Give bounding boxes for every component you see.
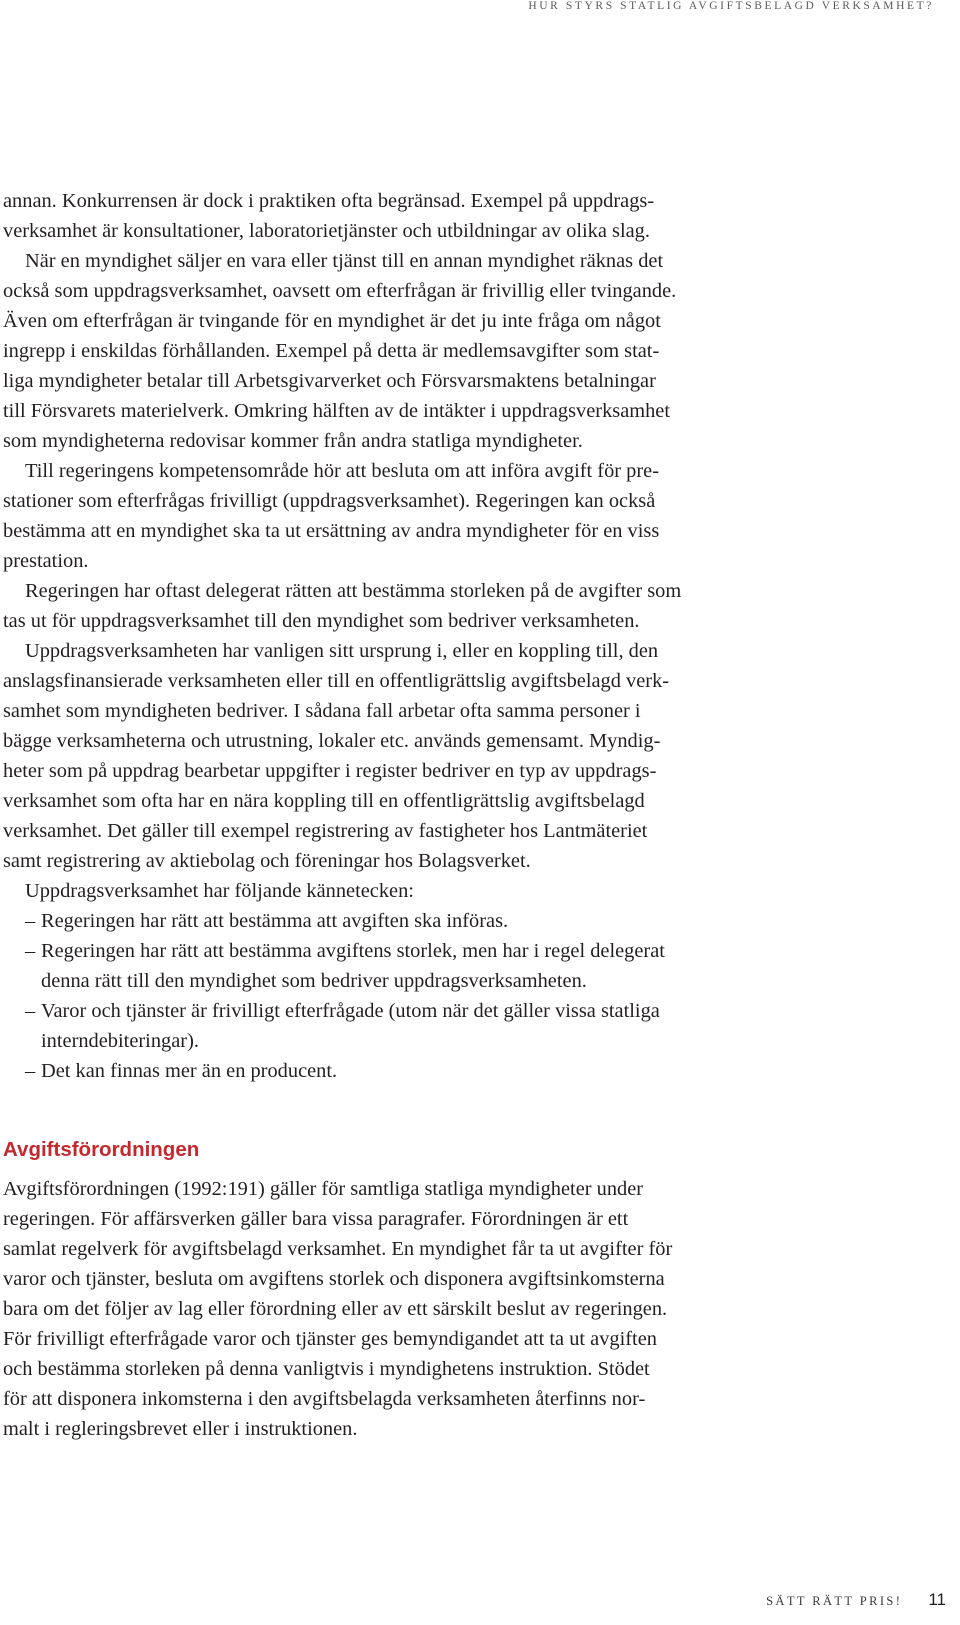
paragraph [3,576,765,636]
text-line: Regeringen har oftast delegerat rätten att bestämma storleken på de avgifter som [25,580,682,602]
text-line: och bestämma storleken på denna vanligtvis i myndighetens instruktion. Stödet [3,1358,650,1380]
section-heading: Avgiftsförordningen [3,1138,200,1161]
text-line: Uppdragsverksamheten har vanligen sitt ursprung i, eller en koppling till, den [25,640,659,662]
text-line: till Försvarets materielverk. Omkring hälften av de intäkter i uppdragsverksamhet [3,400,671,422]
text-line: Avgiftsförordningen (1992:191) gäller för samtliga statliga myndigheter under [3,1178,644,1200]
list-item [3,1056,765,1086]
text-line: för att disponera inkomsterna i den avgiftsbelagda verksamheten återfinns nor- [3,1388,646,1410]
text-line: tas ut för uppdragsverksamhet till den myndighet som bedriver verksamheten. [3,610,640,632]
text-line: Även om efterfrågan är tvingande för en myndighet är det ju inte fråga om något [3,310,661,332]
text-line: bägge verksamheterna och utrustning, lokaler etc. används gemensamt. Myndig- [3,730,661,752]
text-line: ingrepp i enskildas förhållanden. Exempel på detta är medlemsavgifter som stat- [3,340,660,362]
text-line: som myndigheterna redovisar kommer från andra statliga myndigheter. [3,430,583,452]
text-line: Till regeringens kompetensområde hör att besluta om att införa avgift för pre- [25,460,660,482]
text-line: stationer som efterfrågas frivilligt (uppdragsverksamhet). Regeringen kan också [3,490,656,512]
text-line: också som uppdragsverksamhet, oavsett om efterfrågan är frivillig eller tvingande. [3,280,677,302]
list-item-continuation: denna rätt till den myndighet som bedriver uppdragsverksamheten. [41,970,587,992]
dash-bullet: – [25,940,36,962]
list-item [3,936,765,996]
page-footer [766,1590,946,1610]
text-line: anslagsfinansierade verksamheten eller till en offentligrättslig avgiftsbelagd verk- [3,670,670,692]
text-line: verksamhet som ofta har en nära koppling till en offentligrättslig avgiftsbelagd [3,790,645,812]
list-item-continuation: interndebiteringar). [41,1030,199,1052]
list-item [3,906,765,936]
text-line: samt registrering av aktiebolag och föreningar hos Bolagsverket. [3,850,531,872]
list-item-text: Varor och tjänster är frivilligt efterfrågade (utom när det gäller vissa statliga [41,1000,660,1022]
text-line: verksamhet. Det gäller till exempel registrering av fastigheter hos Lantmäteriet [3,820,648,842]
text-line: malt i regleringsbrevet eller i instruktionen. [3,1418,358,1440]
body-text-section-2 [3,1174,765,1444]
text-line: varor och tjänster, besluta om avgiftens storlek och disponera avgiftsinkomsterna [3,1268,665,1290]
text-line: bestämma att en myndighet ska ta ut ersättning av andra myndigheter för en viss [3,520,660,542]
text-line: För frivilligt efterfrågade varor och tjänster ges bemyndigandet att ta ut avgiften [3,1328,657,1350]
list-item-text: Det kan finnas mer än en producent. [41,1060,338,1082]
text-line: bara om det följer av lag eller förordning eller av ett särskilt beslut av regeringen. [3,1298,668,1320]
text-line: samlat regelverk för avgiftsbelagd verksamhet. En myndighet får ta ut avgifter för [3,1238,673,1260]
text-line: samhet som myndigheten bedriver. I sådana fall arbetar ofta samma personer i [3,700,641,722]
text-line: prestation. [3,550,89,572]
list-intro: Uppdragsverksamhet har följande kännetecken: [25,880,414,902]
footer-title: SÄTT RÄTT PRIS! [766,1594,903,1608]
text-line: regeringen. För affärsverken gäller bara vissa paragrafer. Förordningen är ett [3,1208,629,1230]
paragraph [3,1174,765,1444]
dash-bullet: – [25,1000,36,1022]
dash-bullet: – [25,910,36,932]
text-line: annan. Konkurrensen är dock i praktiken ofta begränsad. Exempel på uppdrags- [3,190,655,212]
paragraph [3,636,765,876]
list-item [3,996,765,1056]
text-line: verksamhet är konsultationer, laboratorietjänster och utbildningar av olika slag. [3,220,650,242]
text-line: liga myndigheter betalar till Arbetsgivarverket och Försvarsmaktens betalningar [3,370,656,392]
list-item-text: Regeringen har rätt att bestämma att avgiften ska införas. [41,910,509,932]
dash-list [3,906,765,1086]
paragraph [3,246,765,456]
paragraph [3,186,765,246]
dash-bullet: – [25,1060,36,1082]
text-line: heter som på uppdrag bearbetar uppgifter i register bedriver en typ av uppdrags- [3,760,657,782]
body-text [3,186,765,1086]
paragraph [3,456,765,576]
running-head: HUR STYRS STATLIG AVGIFTSBELAGD VERKSAMHET? [528,0,934,12]
text-line: När en myndighet säljer en vara eller tjänst till en annan myndighet räknas det [25,250,664,272]
list-item-text: Regeringen har rätt att bestämma avgiftens storlek, men har i regel delegerat [41,940,665,962]
page-number: 11 [928,1590,946,1609]
